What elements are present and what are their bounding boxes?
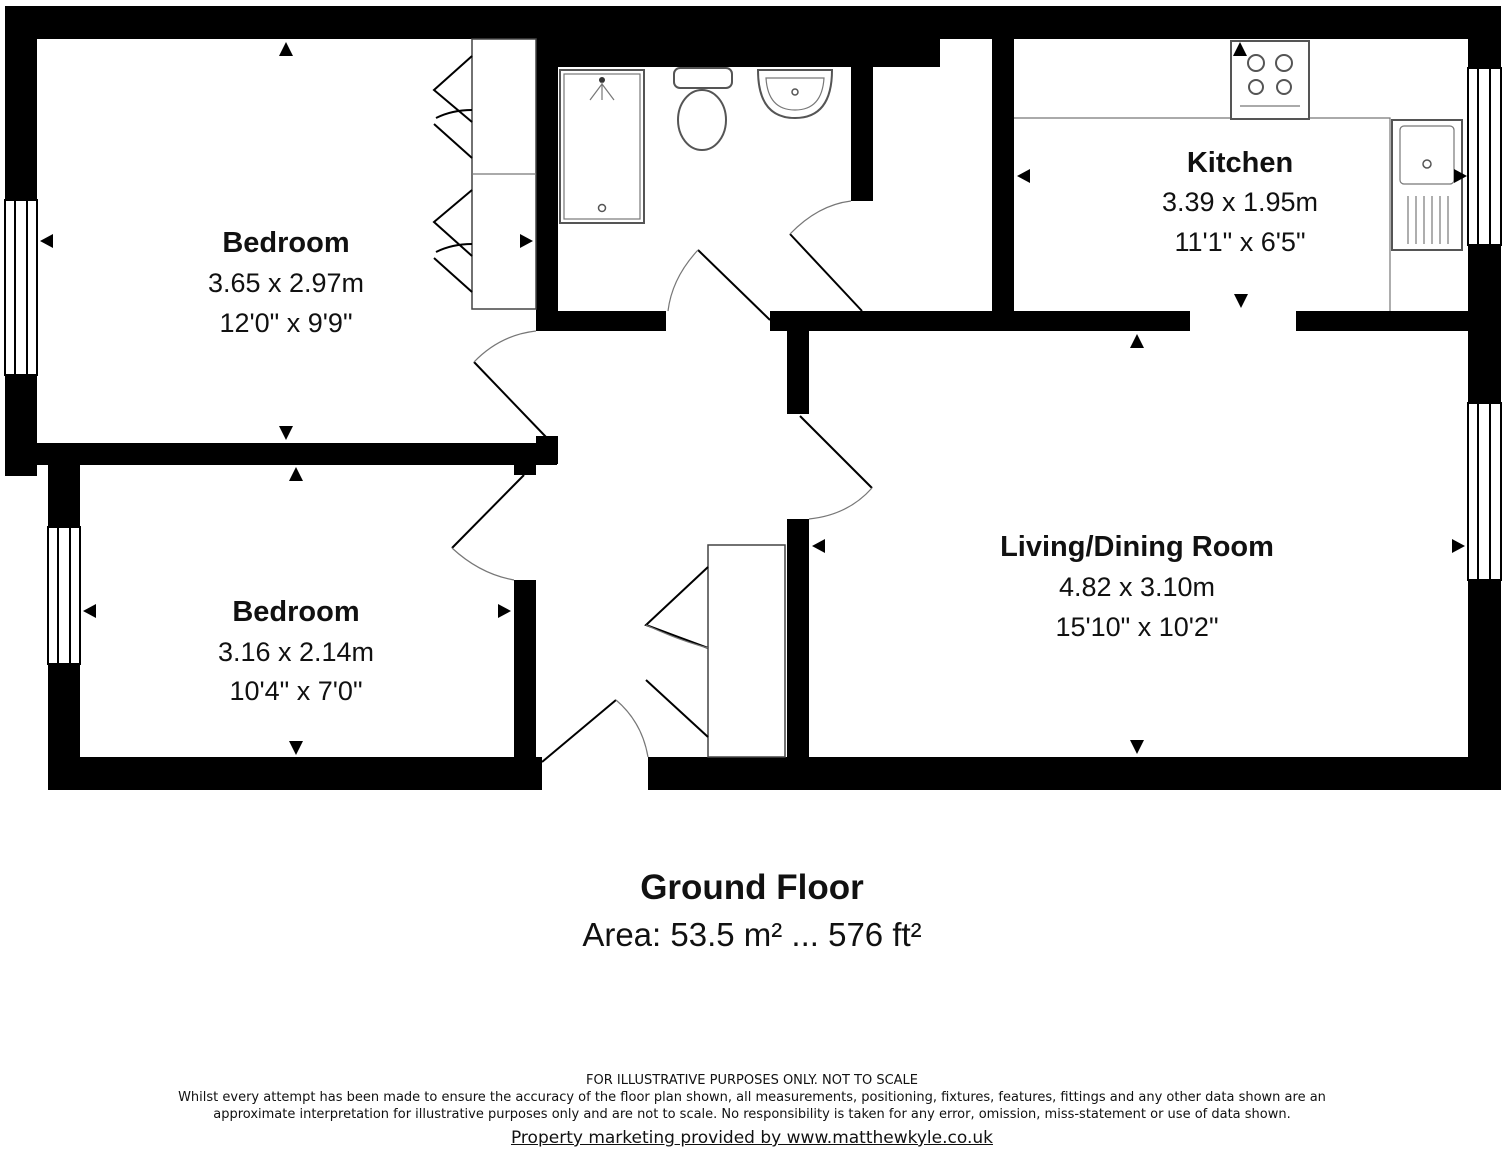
room-name: Living/Dining Room <box>1000 531 1274 563</box>
disclaimer-line-2: Whilst every attempt has been made to ensure the accuracy of the floor plan shown, all measurements, positioning, fixtures, features, fittings and any other data shown are an <box>178 1090 1326 1105</box>
credit-link[interactable]: Property marketing provided by www.matthewkyle.co.uk <box>510 1128 993 1148</box>
room-metric: 3.16 x 2.14m <box>217 637 375 667</box>
bathroom-fixtures <box>560 68 832 223</box>
room-metric: 3.65 x 2.97m <box>207 268 365 298</box>
credit-line <box>0 1128 1504 1148</box>
disclaimer <box>0 1072 1504 1123</box>
room-label-kitchen <box>1162 147 1318 257</box>
room-imperial: 11'1" x 6'5" <box>1174 227 1306 257</box>
room-metric: 3.39 x 1.95m <box>1161 187 1319 217</box>
disclaimer-line-1: FOR ILLUSTRATIVE PURPOSES ONLY. NOT TO SCALE <box>585 1073 919 1088</box>
room-imperial: 10'4" x 7'0" <box>229 676 363 706</box>
room-name: Bedroom <box>232 596 360 628</box>
room-imperial: 15'10" x 10'2" <box>1055 612 1219 642</box>
floor-name: Ground Floor <box>640 868 864 907</box>
floor-area: Area: 53.5 m² ... 576 ft² <box>582 916 922 953</box>
toilet-cistern <box>674 68 732 88</box>
disclaimer-line-3: approximate interpretation for illustrative purposes only and are not to scale. No responsibility is taken for any error, omission, miss-statement or use of data shown. <box>213 1107 1291 1122</box>
room-label-bedroom-2 <box>218 596 374 706</box>
room-label-living-dining <box>1000 531 1274 642</box>
sink-icon <box>1392 120 1462 250</box>
room-imperial: 12'0" x 9'9" <box>219 308 353 338</box>
toilet-icon <box>678 90 726 150</box>
room-name: Bedroom <box>222 227 350 259</box>
room-metric: 4.82 x 3.10m <box>1058 572 1216 602</box>
room-name: Kitchen <box>1186 147 1294 179</box>
room-label-bedroom-1 <box>208 227 364 338</box>
